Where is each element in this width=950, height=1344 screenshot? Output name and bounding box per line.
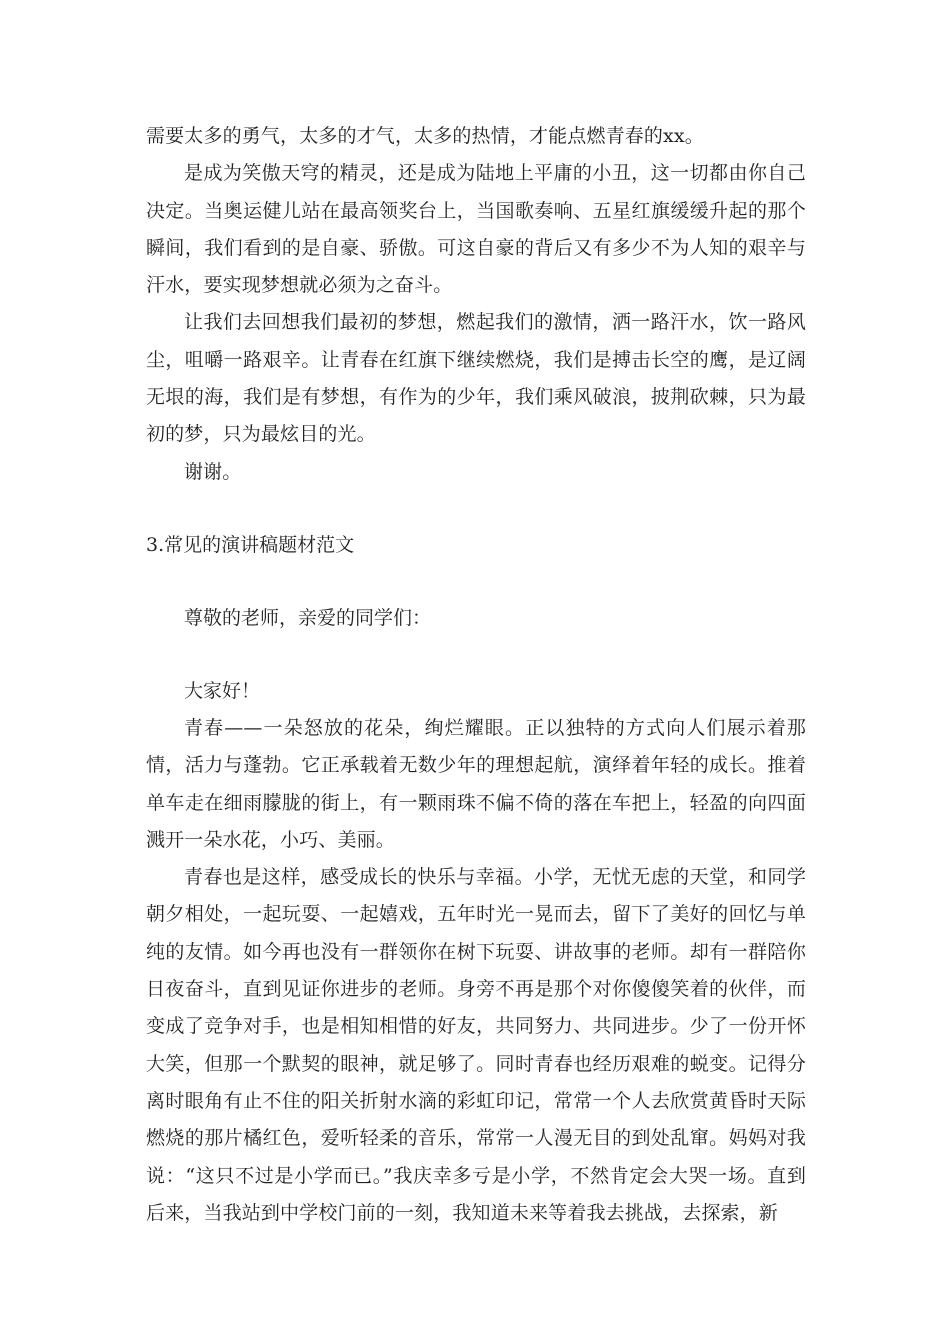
- paragraph-recall: 让我们去回想我们最初的梦想，燃起我们的激情，洒一路汗水，饮一路风尘，咀嚼一路艰辛。让青春在红旗下继续燃烧，我们是搏击长空的鹰，是辽阔无垠的海，我们是有梦想，有作为的少年，我们乘风破浪，披荆砍棘，只为最初的梦，只为最炫目的光。: [146, 311, 806, 446]
- section-heading: 3.常见的演讲稿题材范文: [146, 534, 355, 556]
- speech-part-two: [146, 710, 806, 1232]
- paragraph-youth-flower: 青春——一朵怒放的花朵，绚烂耀眼。正以独特的方式向人们展示着那情，活力与蓬勃。它正承载着无数少年的理想起航，演绎着年轻的成长。推着单车走在细雨朦胧的街上，有一颗雨珠不偏不倚的落在车把上，轻盈的向四面溅开一朵水花，小巧、美丽。: [146, 717, 806, 851]
- salutation: 尊敬的老师，亲爱的同学们：: [184, 607, 432, 629]
- paragraph-intro-end: 需要太多的勇气，太多的才气，太多的热情，才能点燃青春的xx。: [146, 125, 704, 147]
- speech-part-one: [146, 118, 806, 491]
- paragraph-growth: 青春也是这样，感受成长的快乐与幸福。小学，无忧无虑的天堂，和同学朝夕相处，一起玩耍、一起嬉戏，五年时光一晃而去，留下了美好的回忆与单纯的友情。如今再也没有一群领你在树下玩耍、讲故事的老师。却有一群陪你日夜奋斗，直到见证你进步的老师。身旁不再是那个对你傻傻笑着的伙伴，而变成了竞争对手，也是相知相惜的好友，共同努力、共同进步。少了一份开怀大笑，但那一个默契的眼神，就足够了。同时青春也经历艰难的蜕变。记得分离时眼角有止不住的阳关折射水滴的彩虹印记，常常一个人去欣赏黄昏时天际燃烧的那片橘红色，爱听轻柔的音乐，常常一人漫无目的到处乱窜。妈妈对我说：“这只不过是小学而已。”我庆幸多亏是小学，不然肯定会大哭一场。直到后来，当我站到中学校门前的一刻，我知道未来等着我去挑战，去探索，新: [146, 866, 806, 1224]
- closing-thanks: 谢谢。: [184, 460, 242, 483]
- paragraph-spirit: 是成为笑傲天穹的精灵，还是成为陆地上平庸的小丑，这一切都由你自己决定。当奥运健儿站在最高领奖台上，当国歌奏响、五星红旗缓缓升起的那个瞬间，我们看到的是自豪、骄傲。可这自豪的背后又有多少不为人知的艰辛与汗水，要实现梦想就必须为之奋斗。: [146, 162, 806, 297]
- greeting: 大家好！: [184, 680, 261, 702]
